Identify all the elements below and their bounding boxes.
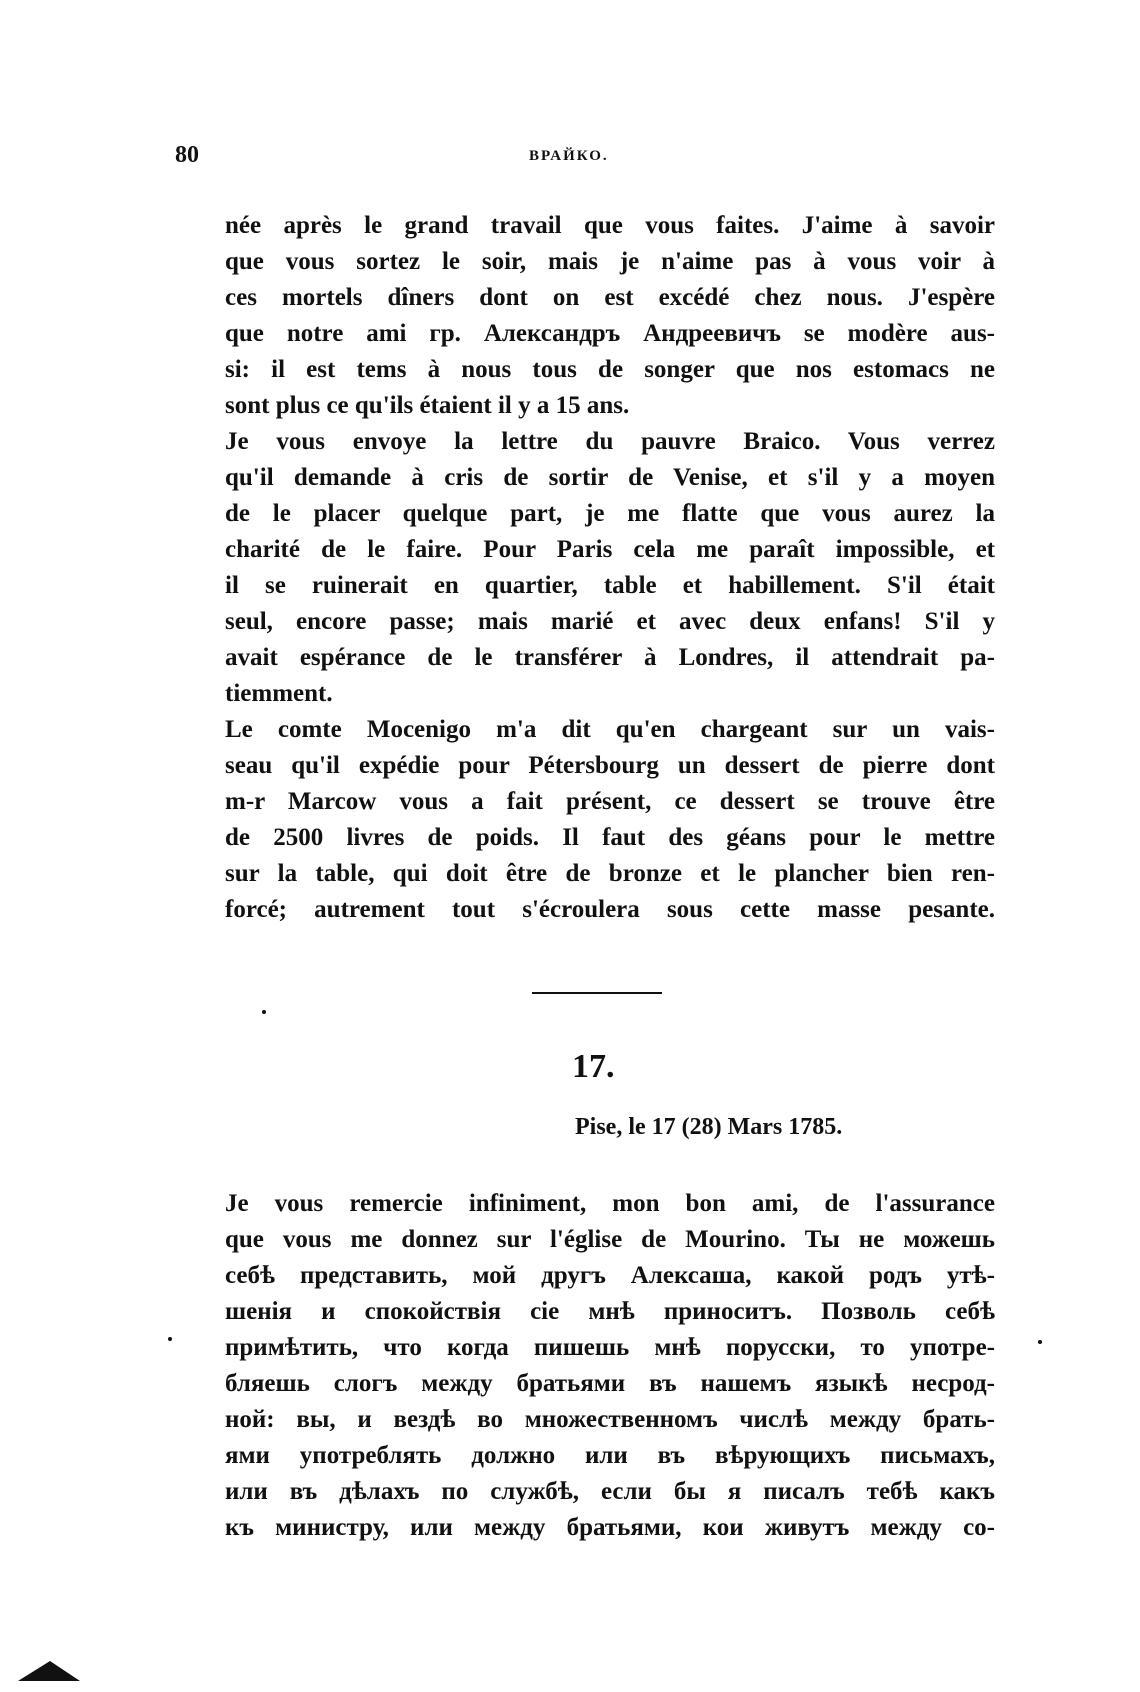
page-header [175, 142, 995, 176]
print-speck [1038, 1340, 1042, 1344]
text-line: себѣ представить, мой другъ Алексаша, какой родъ утѣ- [225, 1262, 995, 1289]
text-line: de 2500 livres de poids. Il faut des géans pour le mettre [225, 824, 995, 851]
text-line: charité de le faire. Pour Paris cela me paraît impossible, et [225, 536, 995, 563]
text-line: бляешь слогъ между братьями въ нашемъ языкѣ несрод- [225, 1370, 995, 1397]
text-line: il se ruinerait en quartier, table et habillement. S'il était [225, 572, 995, 599]
text-line: que notre ami гр. Александръ Андреевичъ se modère aus- [225, 320, 995, 347]
text-line: sont plus ce qu'ils étaient il y a 15 ans. [225, 392, 630, 419]
text-line: si: il est tems à nous tous de songer que nos estomacs ne [225, 356, 995, 383]
text-line: ями употреблять должно или въ вѣрующихъ письмахъ, [225, 1442, 995, 1469]
print-speck [262, 1010, 266, 1014]
page-number: 80 [175, 142, 199, 168]
text-line: къ министру, или между братьями, кои живутъ между со- [225, 1514, 995, 1541]
text-line: seul, encore passe; mais marié et avec deux enfans! S'il y [225, 608, 995, 635]
text-line: que vous sortez le soir, mais je n'aime pas à vous voir à [225, 248, 995, 275]
text-line: qu'il demande à cris de sortir de Venise, et s'il y a moyen [225, 464, 995, 491]
text-line: avait espérance de le transférer à Londres, il attendrait pa- [225, 644, 995, 671]
corner-ink-smudge [18, 1661, 80, 1681]
text-line: forcé; autrement tout s'écroulera sous cette masse pesante. [225, 896, 995, 923]
text-line: примѣтить, что когда пишешь мнѣ порусски, то употре- [225, 1334, 995, 1361]
text-line: née après le grand travail que vous faites. J'aime à savoir [225, 212, 995, 239]
letter-dateline: Pise, le 17 (28) Mars 1785. [575, 1114, 843, 1140]
letter-17-body [225, 1186, 995, 1546]
text-line: m-r Marcow vous a fait présent, ce dessert se trouve être [225, 788, 995, 815]
text-line: de le placer quelque part, je me flatte que vous aurez la [225, 500, 995, 527]
text-line: шенія и спокойствія сіе мнѣ приноситъ. Позволь себѣ [225, 1298, 995, 1325]
letter-16-continuation [225, 208, 995, 928]
text-line: ces mortels dîners dont on est excédé chez nous. J'espère [225, 284, 995, 311]
text-line: sur la table, qui doit être de bronze et le plancher bien ren- [225, 860, 995, 887]
text-line: ной: вы, и вездѣ во множественномъ числѣ между брать- [225, 1406, 995, 1433]
text-line: или въ дѣлахъ по службѣ, если бы я писалъ тебѣ какъ [225, 1478, 995, 1505]
text-line: seau qu'il expédie pour Pétersbourg un dessert de pierre dont [225, 752, 995, 779]
section-separator [532, 992, 662, 994]
text-line: Le comte Mocenigo m'a dit qu'en chargeant sur un vais- [225, 716, 995, 743]
text-line: que vous me donnez sur l'église de Mourino. Ты не можешь [225, 1226, 995, 1253]
print-speck [168, 1337, 172, 1341]
letter-number: 17. [572, 1048, 615, 1085]
text-line: Je vous envoye la lettre du pauvre Braico. Vous verrez [225, 428, 995, 455]
running-head: ВРАЙКО. [529, 148, 609, 164]
text-line: Je vous remercie infiniment, mon bon ami, de l'assurance [225, 1190, 995, 1217]
text-line: tiemment. [225, 680, 333, 707]
